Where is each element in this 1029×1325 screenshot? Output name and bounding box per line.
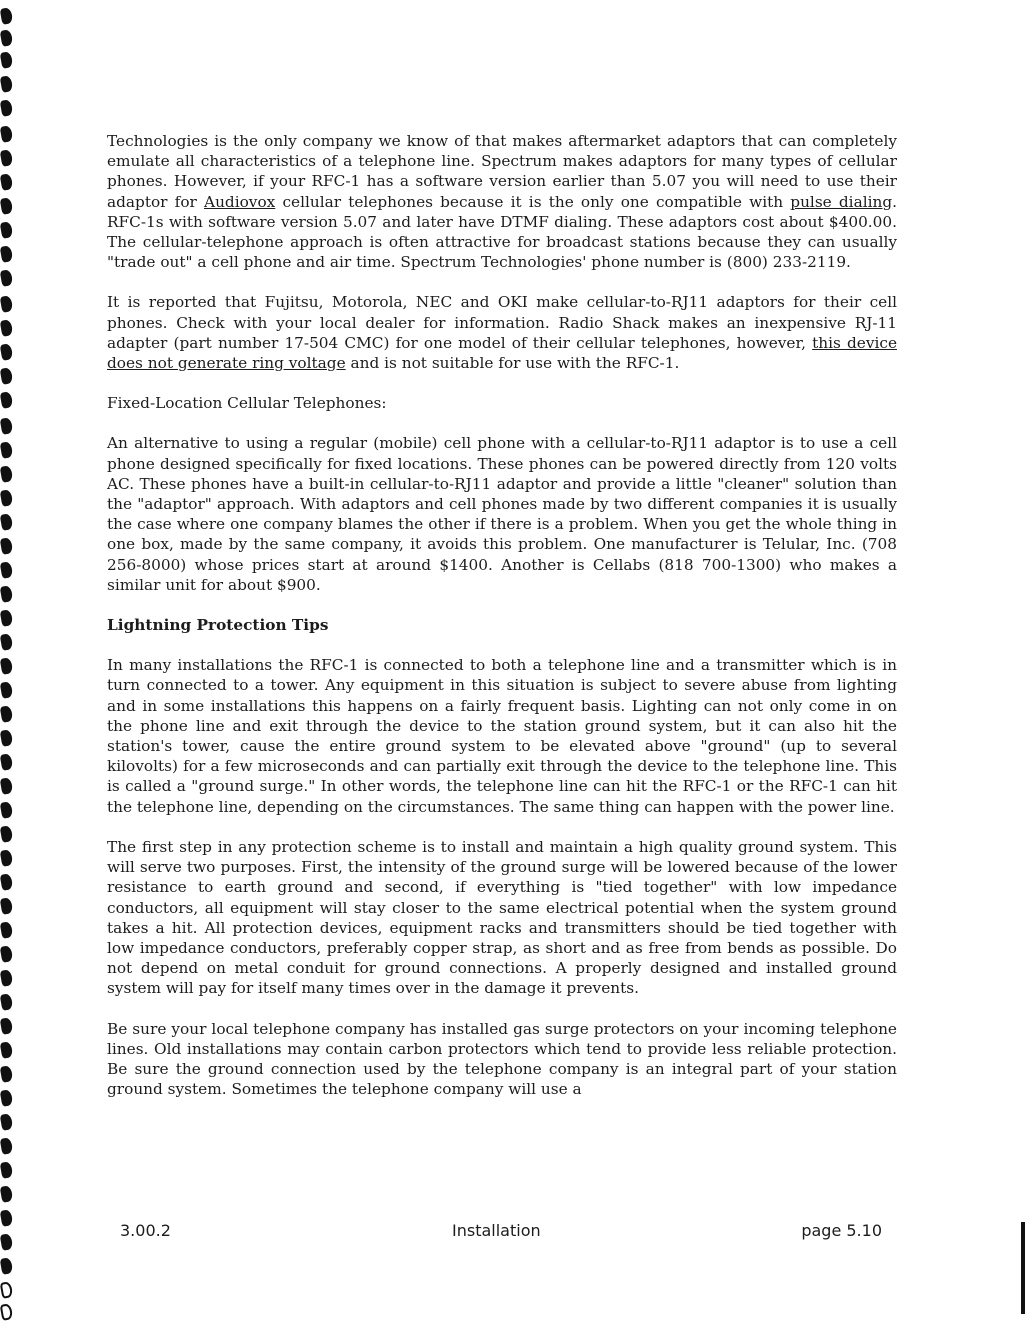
binding-hole [0,561,13,579]
footer-page-number: page 5.10 [801,1221,882,1240]
underlined-ring-voltage: this device does not generate ring voltage [107,333,897,373]
binding-hole [0,269,13,287]
scan-edge-mark [1021,1222,1025,1314]
binding-hole [0,777,13,795]
page-footer [120,1221,882,1243]
paragraph-lightning: In many installations the RFC-1 is connected to both a telephone line and a transmitter which is in turn connected to a tower. Any equipment in this situation is subject to severe abuse from lighting and in some installations this happens on a fairly frequent basis. Lighting can not only come in on the phone line and exit through the device to the station ground system, but it can also hit the station's tower, cause the entire ground system to be elevated above "ground" (up to several kilovolts) for a few microseconds and can partially exit through the device to the telephone line. This is called a "ground surge." In other words, the telephone line can hit the RFC-1 or the RFC-1 can hit the telephone line, depending on the circumstances. The same thing can happen with the power line. [107,656,897,816]
footer-section: Installation [452,1221,541,1240]
paragraph-fixed-location: An alternative to using a regular (mobile) cell phone with a cellular-to-RJ11 adaptor is to use a cell phone designed specifically for fixed locations. These phones can be powered directly from 120 volts AC. These phones have a built-in cellular-to-RJ11 adaptor and provide a little "cleaner" solution than the "adaptor" approach. With adaptors and cell phones made by two different companies it is usually the case where one company blames the other if there is a problem. When you get the whole thing in one box, made by the same company, it avoids this problem. One manufacturer is Telular, Inc. (708 256-8000) whose prices start at around $1400. Another is Cellabs (818 700-1300) who makes a similar unit for about $900. [107,434,897,594]
binding-hole [0,1281,13,1299]
binding-hole [0,849,13,867]
section-heading-lightning: Lightning Protection Tips [107,616,329,635]
binding-hole [0,29,13,47]
binding-hole [0,465,13,483]
paragraph-adaptors: It is reported that Fujitsu, Motorola, NEC and OKI make cellular-to-RJ11 adaptors for their cell phones. Check with your local dealer for information. Radio Shack makes an inexpensive RJ-11 adapter (part number 17-504 CMC) for one model of their cellular telephones, however, this device does not generate ring voltage and is not suitable for use with the RFC-1. [107,293,897,373]
binding-hole [0,825,13,843]
binding-hole [0,921,13,939]
binding-hole [0,197,13,215]
binding-hole [0,801,13,819]
binding-hole [0,657,13,675]
binding-hole [0,753,13,771]
binding-hole [0,609,13,627]
binding-hole [0,681,13,699]
binding-hole [0,1161,13,1179]
binding-hole [0,1017,13,1035]
binding-hole [0,705,13,723]
paragraph-surge-protectors: Be sure your local telephone company has installed gas surge protectors on your incoming telephone lines. Old installations may contain carbon protectors which tend to provide less reliable protection. Be sure the ground connection used by the telephone company is an integral part of your station ground system. Sometimes the telephone company will use a [107,1019,897,1099]
binding-hole [0,897,13,915]
binding-hole [0,633,13,651]
binding-hole [0,1185,13,1203]
binding-holes [0,0,20,1325]
binding-hole [0,873,13,891]
binding-hole [0,1209,13,1227]
binding-hole [0,367,13,385]
binding-hole [0,489,13,507]
binding-hole [0,51,13,69]
binding-hole [0,993,13,1011]
page-body [107,131,897,1119]
underlined-pulse-dialing: pulse dialing [790,192,893,211]
binding-hole [0,125,13,143]
footer-version: 3.00.2 [120,1221,171,1240]
binding-hole [0,99,13,117]
underlined-audiovox: Audiovox [204,192,276,211]
binding-hole [0,537,13,555]
binding-hole [0,969,13,987]
binding-hole [0,1041,13,1059]
binding-hole [0,1233,13,1251]
binding-hole [0,1065,13,1083]
binding-hole [0,149,13,167]
binding-hole [0,1257,13,1275]
binding-hole [0,319,13,337]
binding-hole [0,441,13,459]
binding-hole [0,1137,13,1155]
binding-hole [0,729,13,747]
binding-hole [0,245,13,263]
binding-hole [0,295,13,313]
paragraph-ground-system: The first step in any protection scheme is to install and maintain a high quality ground system. This will serve two purposes. First, the intensity of the ground surge will be lowered because of the lower resistance to earth ground and second, if everything is "tied together" with low impedance conductors, all equipment will stay closer to the same electrical potential when the system ground takes a hit. All protection devices, equipment racks and transmitters should be tied together with low impedance conductors, preferably copper strap, as short and as free from bends as possible. Do not depend on metal conduit for ground connections. A properly designed and installed ground system will pay for itself many times over in the damage it prevents. [107,837,897,998]
paragraph-spectrum: Technologies is the only company we know of that makes aftermarket adaptors that can completely emulate all characteristics of a telephone line. Spectrum makes adaptors for many types of cellular phones. However, if your RFC-1 has a software version earlier than 5.07 you will need to use their adaptor for Audiovox cellular telephones because it is the only one compatible with pulse dialing. RFC-1s with software version 5.07 and later have DTMF dialing. These adaptors cost about $400.00. The cellular-telephone approach is often attractive for broadcast stations because they can usually "trade out" a cell phone and air time. Spectrum Technologies' phone number is (800) 233-2119. [107,132,897,272]
binding-hole [0,417,13,435]
subheading-fixed-location: Fixed-Location Cellular Telephones: [107,394,387,413]
binding-hole [0,1303,13,1321]
binding-hole [0,1089,13,1107]
binding-hole [0,945,13,963]
binding-hole [0,513,13,531]
binding-hole [0,585,13,603]
binding-hole [0,173,13,191]
binding-hole [0,1113,13,1131]
binding-hole [0,343,13,361]
binding-hole [0,7,13,25]
binding-hole [0,221,13,239]
binding-hole [0,75,13,93]
binding-hole [0,391,13,409]
